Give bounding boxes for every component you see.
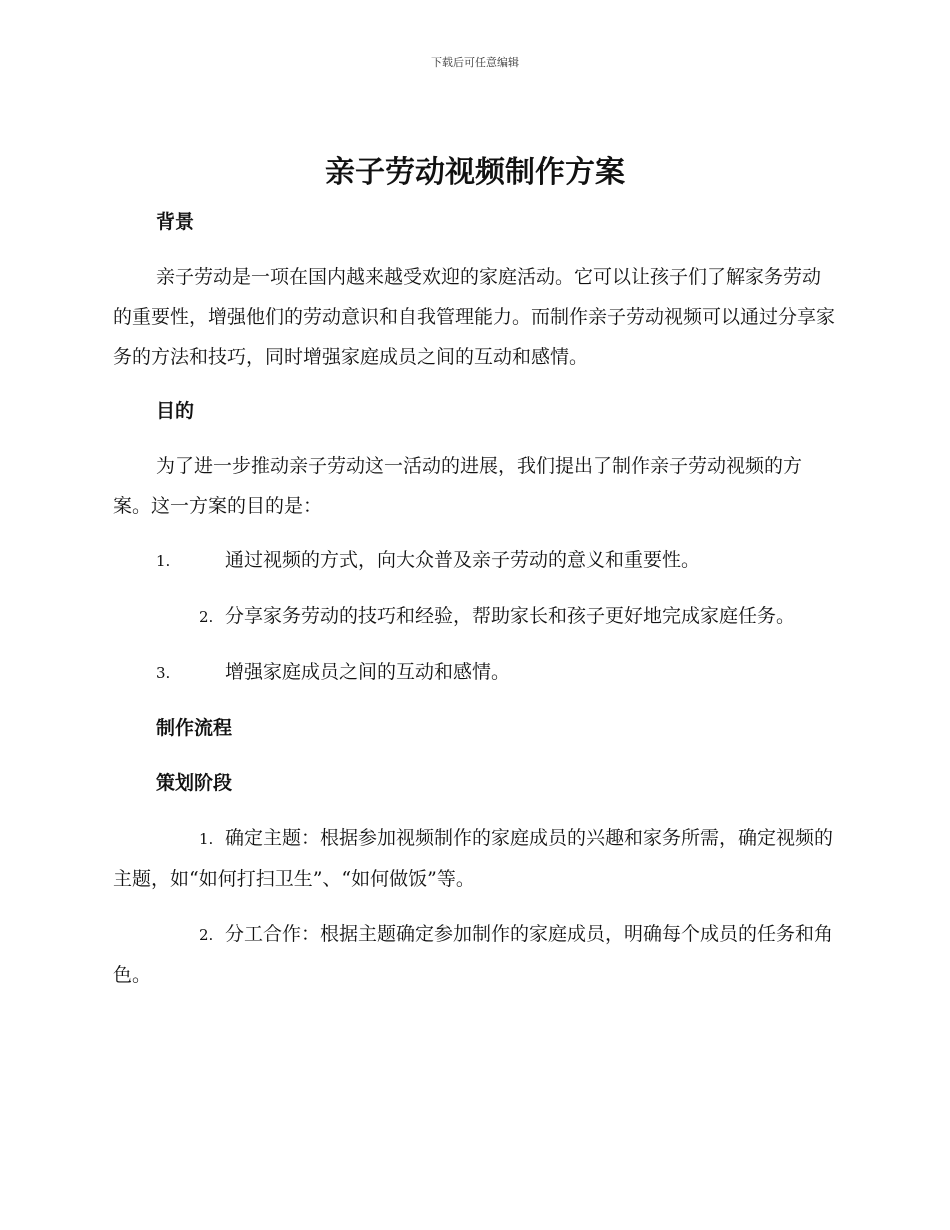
- list-number: 1.: [199, 830, 214, 848]
- list-text: 分工合作：根据主题确定参加制作的家庭成员，明确每个成员的任务和角色。: [113, 923, 834, 986]
- list-number: 2.: [199, 608, 214, 626]
- list-text: 增强家庭成员之间的互动和感情。: [225, 661, 511, 683]
- list-text: 确定主题：根据参加视频制作的家庭成员的兴趣和家务所需，确定视频的主题，如“如何打扫卫生”、“如何做饭”等。: [113, 827, 834, 890]
- purpose-list-item: [113, 540, 837, 581]
- document-title: 亲子劳动视频制作方案: [325, 155, 625, 190]
- list-number: 2.: [199, 926, 214, 944]
- purpose-list-item: [113, 596, 837, 637]
- list-number: 3.: [156, 664, 171, 682]
- page-header-note: 下载后可任意编辑: [431, 56, 519, 69]
- list-text: 分享家务劳动的技巧和经验，帮助家长和孩子更好地完成家庭任务。: [225, 605, 796, 627]
- section-heading-process: 制作流程: [156, 717, 233, 739]
- section-heading-background: 背景: [156, 211, 195, 233]
- planning-list-item: [113, 818, 837, 899]
- section-heading-purpose: 目的: [156, 400, 195, 422]
- background-paragraph: 亲子劳动是一项在国内越来越受欢迎的家庭活动。它可以让孩子们了解家务劳动的重要性，增强他们的劳动意识和自我管理能力。而制作亲子劳动视频可以通过分享家务的方法和技巧，同时增强家庭成员之间的互动和感情。: [113, 266, 836, 368]
- list-text: 通过视频的方式，向大众普及亲子劳动的意义和重要性。: [225, 549, 701, 571]
- planning-list-item: [113, 914, 837, 995]
- subsection-heading-planning: 策划阶段: [156, 772, 233, 794]
- document-body: [113, 202, 837, 995]
- list-number: 1.: [156, 552, 171, 570]
- purpose-paragraph: 为了进一步推动亲子劳动这一活动的进展，我们提出了制作亲子劳动视频的方案。这一方案的目的是：: [113, 455, 803, 517]
- purpose-list-item: [113, 652, 837, 693]
